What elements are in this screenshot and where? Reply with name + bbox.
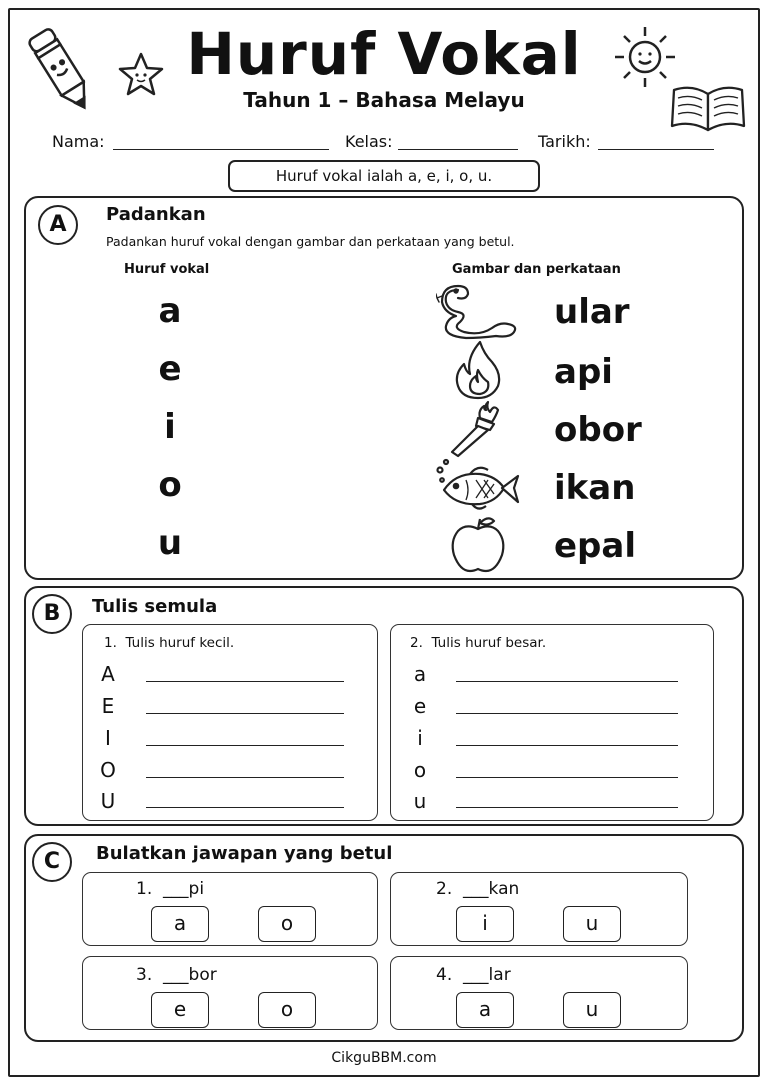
question-3-option-e[interactable]: e (151, 992, 209, 1028)
question-4 (436, 965, 511, 985)
question-1-option-a[interactable]: a (151, 906, 209, 942)
torch-icon[interactable] (436, 398, 520, 458)
section-b-badge: B (32, 594, 72, 634)
word-api[interactable]: api (554, 352, 613, 392)
question-3-blank: ___ (163, 965, 189, 985)
definition-box (228, 160, 540, 192)
section-c-badge: C (32, 842, 72, 882)
card-1-letter: O (100, 758, 116, 782)
question-1-option-o[interactable]: o (258, 906, 316, 942)
card-2-letter: u (413, 789, 427, 813)
card-2-title (410, 635, 546, 651)
question-2-number: 2. (436, 879, 453, 899)
question-2-card (390, 872, 688, 946)
name-field[interactable] (113, 148, 329, 150)
card-2-answer-line[interactable] (456, 712, 678, 714)
definition-text: Huruf vokal ialah (275, 167, 408, 185)
question-4-blank: ___ (463, 965, 489, 985)
page-title: Huruf Vokal (186, 20, 582, 88)
card-1-answer-line[interactable] (146, 744, 344, 746)
card-1-letter: E (101, 694, 115, 718)
card-1-instruction: Tulis huruf kecil. (125, 635, 235, 651)
card-1-answer-line[interactable] (146, 806, 344, 808)
card-1-letter: U (100, 789, 116, 813)
question-4-number: 4. (436, 965, 453, 985)
card-1-letter: A (101, 662, 115, 686)
fish-icon[interactable] (436, 458, 520, 518)
date-label: Tarikh: (538, 132, 591, 151)
card-2-letter: o (413, 758, 427, 782)
word-ikan[interactable]: ikan (554, 468, 636, 508)
card-2-number: 2. (410, 635, 423, 651)
card-1-number: 1. (104, 635, 117, 651)
card-1-answer-line[interactable] (146, 680, 344, 682)
question-1-number: 1. (136, 879, 153, 899)
question-4-option-u[interactable]: u (563, 992, 621, 1028)
vowel-a[interactable]: a (158, 291, 182, 331)
section-a-badge: A (38, 205, 78, 245)
vowel-column-heading: Huruf vokal (124, 262, 210, 277)
question-4-card (390, 956, 688, 1030)
date-field[interactable] (598, 148, 714, 150)
section-b-title: Tulis semula (92, 596, 218, 617)
word-epal[interactable]: epal (554, 526, 636, 566)
card-2-letter: e (413, 694, 427, 718)
question-2-option-u[interactable]: u (563, 906, 621, 942)
section-c-title: Bulatkan jawapan yang betul (96, 843, 393, 864)
question-1-card (82, 872, 378, 946)
question-2 (436, 879, 519, 899)
snake-icon[interactable] (436, 282, 520, 342)
vowel-u[interactable]: u (157, 523, 183, 563)
question-3-number: 3. (136, 965, 153, 985)
question-3-card (82, 956, 378, 1030)
card-2-instruction: Tulis huruf besar. (431, 635, 547, 651)
question-2-blank: ___ (463, 879, 489, 899)
card-2-letter: i (417, 726, 423, 750)
card-2-answer-line[interactable] (456, 744, 678, 746)
question-4-word: lar (488, 965, 511, 985)
question-3 (136, 965, 217, 985)
question-1-blank: ___ (163, 879, 189, 899)
word-obor[interactable]: obor (554, 410, 642, 450)
question-3-option-o[interactable]: o (258, 992, 316, 1028)
vowel-i[interactable]: i (164, 407, 176, 447)
card-2-answer-line[interactable] (456, 680, 678, 682)
vowel-e[interactable]: e (158, 349, 182, 389)
section-a-instruction: Padankan huruf vokal dengan gambar dan perkataan yang betul. (106, 234, 515, 249)
class-field[interactable] (398, 148, 518, 150)
question-1 (136, 879, 204, 899)
word-ular[interactable]: ular (554, 292, 630, 332)
section-a-title: Padankan (106, 204, 206, 225)
question-2-word: kan (488, 879, 520, 899)
card-1-answer-line[interactable] (146, 776, 344, 778)
question-4-option-a[interactable]: a (456, 992, 514, 1028)
card-2-answer-line[interactable] (456, 806, 678, 808)
definition-letters: a, e, i, o, u. (407, 167, 493, 185)
card-1-answer-line[interactable] (146, 712, 344, 714)
page-subtitle: Tahun 1 – Bahasa Melayu (243, 88, 525, 112)
section-a (24, 196, 744, 580)
uppercase-card (390, 624, 714, 821)
question-1-word: pi (188, 879, 205, 899)
apple-icon[interactable] (436, 515, 520, 575)
question-2-option-i[interactable]: i (456, 906, 514, 942)
class-label: Kelas: (345, 132, 393, 151)
card-2-letter: a (413, 662, 427, 686)
lowercase-card (82, 624, 378, 821)
card-1-letter: I (105, 726, 111, 750)
picture-column-heading: Gambar dan perkataan (452, 262, 621, 277)
vowel-o[interactable]: o (158, 465, 182, 505)
footer-credit: CikguBBM.com (331, 1050, 437, 1066)
card-2-answer-line[interactable] (456, 776, 678, 778)
card-1-title (104, 635, 234, 651)
name-label: Nama: (52, 132, 105, 151)
fire-icon[interactable] (436, 340, 520, 400)
question-3-word: bor (188, 965, 217, 985)
